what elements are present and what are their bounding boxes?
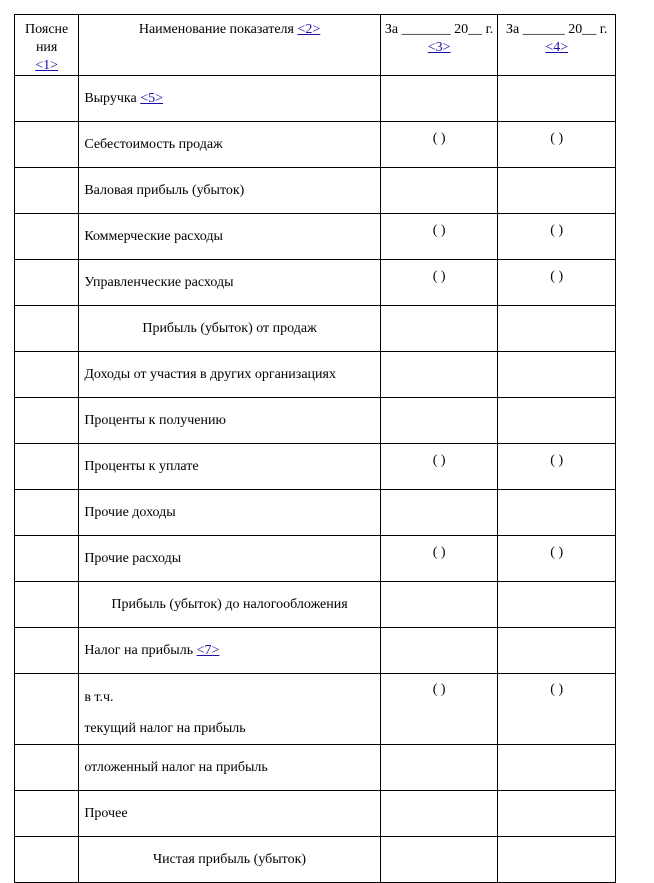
- explanation-cell: [15, 168, 79, 214]
- period-2-value: [498, 490, 616, 536]
- period-2-value: ( ): [498, 122, 616, 168]
- table-row: [15, 306, 616, 352]
- period-1-value: [380, 490, 498, 536]
- indicator-name: Проценты к уплате: [79, 444, 381, 490]
- indicator-name: Прибыль (убыток) от продаж: [79, 306, 381, 352]
- table-row: [15, 536, 616, 582]
- indicator-name: Прочие доходы: [79, 490, 381, 536]
- table-row: [15, 791, 616, 837]
- explanation-cell: [15, 214, 79, 260]
- period-2-value: [498, 791, 616, 837]
- period-1-value: [380, 791, 498, 837]
- indicator-name: Валовая прибыль (убыток): [79, 168, 381, 214]
- period-2-value: [498, 582, 616, 628]
- period-1-value: [380, 628, 498, 674]
- explanation-cell: [15, 122, 79, 168]
- indicator-name: отложенный налог на прибыль: [79, 745, 381, 791]
- indicator-name: Коммерческие расходы: [79, 214, 381, 260]
- indicator-name-cell: [79, 76, 381, 122]
- footnote-link-7[interactable]: <7>: [196, 642, 220, 658]
- period-1-value: [380, 168, 498, 214]
- table-row: [15, 122, 616, 168]
- period-2-value: [498, 168, 616, 214]
- table-row: [15, 76, 616, 122]
- period-1-value: ( ): [380, 536, 498, 582]
- explanation-cell: [15, 837, 79, 883]
- period-1-value: [380, 745, 498, 791]
- explanation-cell: [15, 444, 79, 490]
- indicator-name: Выручка: [84, 90, 137, 106]
- header-period-2-label: За ______ 20__ г.: [506, 22, 608, 37]
- header-explanations: [15, 15, 79, 76]
- header-period-1: [380, 15, 498, 76]
- period-2-value: ( ): [498, 536, 616, 582]
- explanation-cell: [15, 745, 79, 791]
- indicator-name: Налог на прибыль: [84, 642, 194, 658]
- period-1-value: ( ): [380, 214, 498, 260]
- explanation-cell: [15, 260, 79, 306]
- table-row: [15, 628, 616, 674]
- period-1-value: ( ): [380, 674, 498, 745]
- period-2-value: [498, 306, 616, 352]
- table-row: [15, 260, 616, 306]
- header-explanations-label: Поясне ния: [25, 22, 69, 55]
- period-2-value: [498, 398, 616, 444]
- indicator-name: Прочее: [79, 791, 381, 837]
- period-2-value: ( ): [498, 674, 616, 745]
- period-2-value: [498, 745, 616, 791]
- header-indicator-name-label: Наименование показателя: [138, 22, 294, 37]
- explanation-cell: [15, 582, 79, 628]
- explanation-cell: [15, 76, 79, 122]
- period-2-value: [498, 352, 616, 398]
- table-row: [15, 444, 616, 490]
- footnote-link-3[interactable]: <3>: [427, 40, 451, 55]
- period-1-value: [380, 582, 498, 628]
- table-header-row: [15, 15, 616, 76]
- financial-results-table: [14, 14, 616, 883]
- indicator-name: Управленческие расходы: [79, 260, 381, 306]
- period-1-value: [380, 306, 498, 352]
- period-2-value: ( ): [498, 444, 616, 490]
- table-row: [15, 837, 616, 883]
- table-row: [15, 490, 616, 536]
- explanation-cell: [15, 398, 79, 444]
- header-indicator-name: [79, 15, 381, 76]
- indicator-name-cell: [79, 674, 381, 745]
- indicator-name: Себестоимость продаж: [79, 122, 381, 168]
- indicator-name-line-2: текущий налог на прибыль: [84, 721, 246, 736]
- indicator-name-cell: [79, 628, 381, 674]
- period-2-value: ( ): [498, 214, 616, 260]
- period-1-value: [380, 837, 498, 883]
- footnote-link-2[interactable]: <2>: [297, 22, 321, 37]
- explanation-cell: [15, 352, 79, 398]
- explanation-cell: [15, 306, 79, 352]
- indicator-name: Прочие расходы: [79, 536, 381, 582]
- footnote-link-5[interactable]: <5>: [140, 90, 164, 106]
- table-row: [15, 214, 616, 260]
- period-2-value: [498, 76, 616, 122]
- period-1-value: [380, 398, 498, 444]
- table-row: [15, 745, 616, 791]
- explanation-cell: [15, 490, 79, 536]
- explanation-cell: [15, 536, 79, 582]
- explanation-cell: [15, 674, 79, 745]
- table-row: [15, 582, 616, 628]
- period-2-value: [498, 837, 616, 883]
- table-row: [15, 398, 616, 444]
- period-1-value: ( ): [380, 122, 498, 168]
- indicator-name: Прибыль (убыток) до налогообложения: [79, 582, 381, 628]
- header-period-1-label: За _______ 20__ г.: [384, 22, 494, 37]
- table-row: [15, 168, 616, 214]
- table-row: [15, 352, 616, 398]
- indicator-name: Чистая прибыль (убыток): [79, 837, 381, 883]
- indicator-name-line-1: в т.ч.: [84, 690, 114, 705]
- explanation-cell: [15, 791, 79, 837]
- indicator-name: Проценты к получению: [79, 398, 381, 444]
- explanation-cell: [15, 628, 79, 674]
- period-1-value: [380, 352, 498, 398]
- footnote-link-4[interactable]: <4>: [545, 40, 569, 55]
- period-1-value: ( ): [380, 444, 498, 490]
- period-1-value: [380, 76, 498, 122]
- table-row: [15, 674, 616, 745]
- period-2-value: [498, 628, 616, 674]
- period-1-value: ( ): [380, 260, 498, 306]
- period-2-value: ( ): [498, 260, 616, 306]
- footnote-link-1[interactable]: <1>: [35, 58, 59, 73]
- indicator-name: Доходы от участия в других организациях: [79, 352, 381, 398]
- header-period-2: [498, 15, 616, 76]
